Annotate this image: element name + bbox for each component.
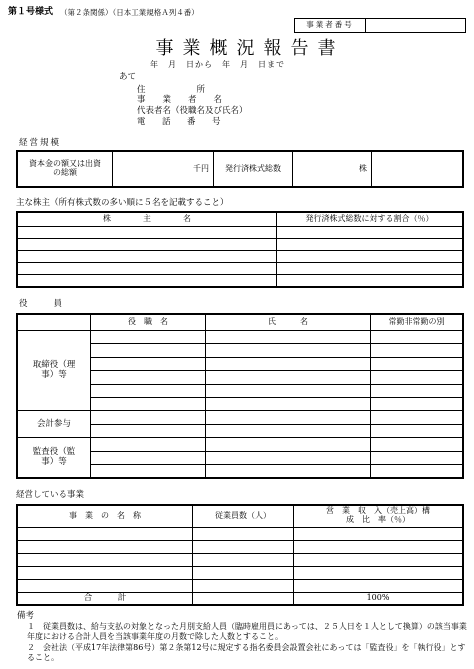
officer-type-cell[interactable] xyxy=(371,465,464,478)
business-staff-header: 従業員数（人） xyxy=(193,505,294,527)
officer-title-cell[interactable] xyxy=(91,357,206,370)
business-total-staff-cell[interactable] xyxy=(193,592,294,605)
scale-table xyxy=(16,150,464,188)
shareholders-table xyxy=(16,211,464,288)
officer-name-cell[interactable] xyxy=(206,465,371,478)
addressee-label: あて xyxy=(119,72,137,82)
shareholder-name-cell[interactable] xyxy=(17,274,277,287)
officer-name-cell[interactable] xyxy=(206,438,371,451)
officer-name-cell[interactable] xyxy=(206,344,371,357)
business-name-cell[interactable] xyxy=(17,579,193,592)
officer-name-header: 氏 名 xyxy=(206,314,371,331)
business-table xyxy=(16,504,464,606)
officer-group-header xyxy=(17,314,91,331)
applicant-number-box xyxy=(294,18,466,33)
shareholder-ratio-header: 発行済株式総数に対する割合（％） xyxy=(277,212,464,226)
officer-type-cell[interactable] xyxy=(371,411,464,424)
officer-title-cell[interactable] xyxy=(91,331,206,344)
capital-label: 資本金の額又は出資の総額 xyxy=(17,151,113,187)
form-reference: （第２条関係）（日本工業規格Ａ列４番） xyxy=(60,8,199,17)
shareholders-section-title: 主な株主（所有株式数の多い順に５名を記載すること） xyxy=(16,198,229,208)
business-total-value: 100% xyxy=(294,592,464,605)
business-section-title: 経営している事業 xyxy=(16,490,85,500)
business-sales-cell[interactable] xyxy=(294,579,464,592)
officer-title-cell[interactable] xyxy=(91,371,206,384)
representative-label: 代表者名（役職名及び氏名） xyxy=(137,106,248,116)
shareholder-ratio-cell[interactable] xyxy=(277,250,464,262)
officer-title-cell[interactable] xyxy=(91,384,206,397)
officer-type-cell[interactable] xyxy=(371,331,464,344)
business-staff-cell[interactable] xyxy=(193,553,294,566)
officer-name-cell[interactable] xyxy=(206,424,371,437)
business-staff-cell[interactable] xyxy=(193,540,294,553)
scale-blank-cell xyxy=(372,151,464,187)
officer-type-cell[interactable] xyxy=(371,424,464,437)
shareholder-ratio-cell[interactable] xyxy=(277,238,464,250)
shareholder-name-header: 株 主 名 xyxy=(17,212,277,226)
business-sales-cell[interactable] xyxy=(294,540,464,553)
shareholder-name-cell[interactable] xyxy=(17,226,277,238)
form-number: 第１号様式 xyxy=(8,7,54,17)
officer-type-header: 常勤非常勤の別 xyxy=(371,314,464,331)
officer-type-cell[interactable] xyxy=(371,371,464,384)
business-sales-header: 営 業 収 入（売上高）構 成 比 率（％） xyxy=(294,505,464,527)
business-staff-cell[interactable] xyxy=(193,566,294,579)
officer-title-cell[interactable] xyxy=(91,451,206,464)
officers-section-title: 役 員 xyxy=(19,299,66,309)
business-sales-cell[interactable] xyxy=(294,527,464,540)
notes-title: 備考 xyxy=(17,611,35,621)
shareholder-name-cell[interactable] xyxy=(17,250,277,262)
business-name-cell[interactable] xyxy=(17,566,193,579)
officer-type-cell[interactable] xyxy=(371,438,464,451)
officer-title-cell[interactable] xyxy=(91,465,206,478)
shareholder-ratio-cell[interactable] xyxy=(277,226,464,238)
note-1: １ 従業員数は、給与支払の対象となった月別支給人員（臨時雇用員にあっては、２５人日を１人として換算）の該当事業年度における合計人員を当該事業年度の月数で除した人数とすること。 xyxy=(27,622,467,641)
officer-type-cell[interactable] xyxy=(371,384,464,397)
page-title: 事業概況報告書 xyxy=(155,38,345,59)
officer-title-header: 役 職 名 xyxy=(91,314,206,331)
report-period: 年 月 日から 年 月 日まで xyxy=(150,60,285,69)
officer-title-cell[interactable] xyxy=(91,344,206,357)
capital-value-cell[interactable] xyxy=(113,151,214,187)
officers-table xyxy=(16,313,464,479)
officer-type-cell[interactable] xyxy=(371,451,464,464)
phone-label: 電 話 番 号 xyxy=(137,117,225,127)
business-staff-cell[interactable] xyxy=(193,527,294,540)
officer-name-cell[interactable] xyxy=(206,331,371,344)
officer-title-cell[interactable] xyxy=(91,398,206,411)
scale-section-title: 経営規模 xyxy=(19,138,62,148)
officer-name-cell[interactable] xyxy=(206,398,371,411)
shareholder-ratio-cell[interactable] xyxy=(277,274,464,287)
applicant-number-field[interactable] xyxy=(366,19,466,33)
officer-type-cell[interactable] xyxy=(371,357,464,370)
officer-name-cell[interactable] xyxy=(206,411,371,424)
operator-name-label: 事 業 者 名 xyxy=(137,95,223,105)
business-name-cell[interactable] xyxy=(17,553,193,566)
business-name-header: 事 業 の 名 称 xyxy=(17,505,193,527)
applicant-number-label: 事業者番号 xyxy=(295,19,366,33)
officer-title-cell[interactable] xyxy=(91,424,206,437)
business-sales-cell[interactable] xyxy=(294,566,464,579)
officer-name-cell[interactable] xyxy=(206,357,371,370)
business-name-cell[interactable] xyxy=(17,540,193,553)
business-total-label: 合 計 xyxy=(17,592,193,605)
business-sales-cell[interactable] xyxy=(294,553,464,566)
officer-title-cell[interactable] xyxy=(91,438,206,451)
officer-group-directors: 取締役（理事）等 xyxy=(17,331,91,411)
officer-name-cell[interactable] xyxy=(206,384,371,397)
shares-unit: 株 xyxy=(359,163,367,173)
address-label: 住 所 xyxy=(137,85,206,95)
shareholder-ratio-cell[interactable] xyxy=(277,262,464,274)
shares-label: 発行済株式総数 xyxy=(214,151,293,187)
capital-unit: 千円 xyxy=(193,163,209,173)
officer-group-auditors: 監査役（監事）等 xyxy=(17,438,91,478)
shareholder-name-cell[interactable] xyxy=(17,262,277,274)
officer-type-cell[interactable] xyxy=(371,344,464,357)
business-staff-cell[interactable] xyxy=(193,579,294,592)
officer-name-cell[interactable] xyxy=(206,371,371,384)
officer-title-cell[interactable] xyxy=(91,411,206,424)
note-2: ２ 会社法（平成17年法律第86号）第２条第12号に規定する指名委員会設置会社にあっては「監査役」を「執行役」とすること。 xyxy=(27,643,466,662)
officer-group-accounting: 会計参与 xyxy=(17,411,91,438)
officer-type-cell[interactable] xyxy=(371,398,464,411)
shareholder-name-cell[interactable] xyxy=(17,238,277,250)
officer-name-cell[interactable] xyxy=(206,451,371,464)
business-name-cell[interactable] xyxy=(17,527,193,540)
shares-value-cell[interactable] xyxy=(293,151,372,187)
